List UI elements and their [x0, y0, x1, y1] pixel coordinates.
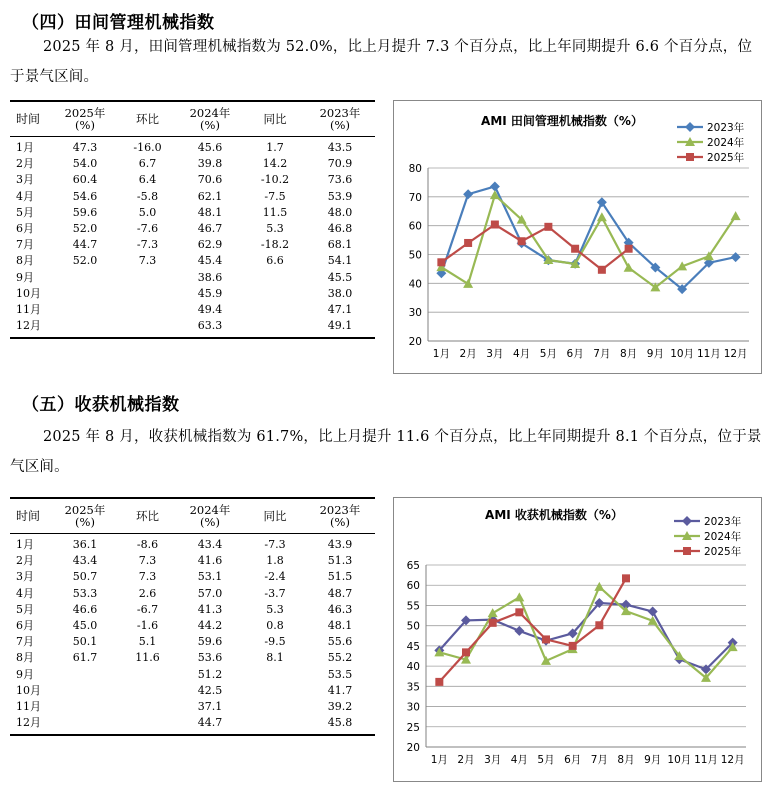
data-point	[542, 635, 550, 643]
table-cell: 8月	[16, 651, 34, 665]
table-cell: 3月	[16, 173, 34, 187]
y-tick-label: 35	[406, 681, 420, 694]
table-row	[10, 156, 375, 172]
table-cell: 42.5	[197, 683, 223, 697]
table-cell: 37.1	[197, 699, 223, 713]
table-cell: 1月	[16, 141, 34, 155]
table-row	[10, 286, 375, 302]
legend-label: 2024年	[707, 137, 745, 149]
table-row	[10, 650, 375, 666]
data-point	[598, 266, 606, 274]
table-cell: 4月	[16, 586, 34, 600]
table-cell: -7.6	[136, 222, 159, 236]
table-row	[10, 699, 375, 715]
table-header-cell: 环比	[136, 112, 159, 126]
table-cell: 51.2	[197, 667, 223, 681]
table-cell: 45.8	[327, 716, 353, 730]
data-point	[514, 592, 524, 601]
table-row	[10, 715, 375, 731]
table-header-cell: 2025年 (%)	[64, 503, 106, 529]
data-point	[489, 619, 497, 627]
table-cell: -6.7	[136, 602, 159, 616]
x-tick-label: 8月	[620, 348, 638, 360]
table-cell: 59.6	[72, 205, 98, 219]
table-cell: 10月	[16, 286, 41, 300]
data-point	[622, 574, 630, 582]
table-cell: 45.5	[327, 270, 353, 284]
table-row	[10, 586, 375, 602]
table-cell: 46.6	[72, 602, 98, 616]
x-tick-label: 11月	[694, 754, 718, 766]
x-tick-label: 3月	[484, 754, 502, 766]
table-cell: -8.6	[136, 538, 159, 552]
table-cell: 48.1	[327, 619, 353, 633]
table-cell: 70.9	[327, 157, 353, 171]
table-cell: 7月	[16, 238, 34, 252]
legend-label: 2023年	[704, 516, 742, 528]
table-cell: -9.5	[264, 635, 286, 649]
table-cell: 4月	[16, 189, 34, 203]
data-point	[571, 245, 579, 253]
harvest-table	[10, 497, 375, 736]
x-tick-label: 7月	[593, 348, 611, 360]
table-row	[10, 205, 375, 221]
x-tick-label: 8月	[617, 754, 635, 766]
legend-marker	[682, 516, 692, 526]
table-header-cell: 2023年 (%)	[319, 503, 361, 529]
data-point	[648, 607, 658, 617]
series-line	[441, 186, 735, 289]
x-tick-label: 7月	[590, 754, 608, 766]
legend-label: 2025年	[704, 546, 742, 558]
x-tick-label: 1月	[430, 754, 448, 766]
chart-title: AMI 收获机械指数（%）	[485, 508, 623, 522]
table-cell: 46.3	[327, 602, 353, 616]
table-cell: 5月	[16, 205, 34, 219]
table-cell: 44.7	[197, 716, 223, 730]
table-cell: 38.0	[327, 286, 353, 300]
y-tick-label: 25	[406, 721, 420, 734]
table-header-cell: 2025年 (%)	[64, 106, 106, 132]
data-point	[625, 245, 633, 253]
table-cell: 6月	[16, 222, 34, 236]
table-cell: 43.4	[72, 554, 98, 568]
table-cell: 45.9	[197, 286, 223, 300]
table-row	[10, 253, 375, 269]
y-tick-label: 60	[406, 580, 420, 593]
harvest-chart-svg	[394, 498, 761, 781]
table-row	[10, 172, 375, 188]
legend-marker	[683, 547, 691, 555]
table-header-cell: 时间	[16, 112, 41, 126]
table-cell: 5.0	[138, 205, 157, 219]
table-cell: 44.7	[72, 238, 98, 252]
table-cell: 11月	[16, 699, 41, 713]
data-point	[437, 258, 445, 266]
table-cell: 48.1	[197, 205, 223, 219]
table-cell: 53.1	[197, 570, 223, 584]
table-cell: 57.0	[197, 586, 223, 600]
table-cell: 1.7	[266, 141, 284, 155]
y-tick-label: 20	[406, 742, 420, 754]
table-cell: 62.9	[197, 238, 223, 252]
table-cell: 45.0	[72, 619, 98, 633]
field-management-table	[10, 100, 375, 339]
table-cell: 49.4	[197, 302, 223, 316]
table-cell: 54.0	[72, 157, 98, 171]
table-cell: -18.2	[260, 238, 290, 252]
table-cell: 5.3	[266, 602, 284, 616]
table-row	[10, 553, 375, 569]
table-header-cell: 环比	[136, 509, 159, 523]
table-cell: 62.1	[197, 189, 223, 203]
table-row	[10, 270, 375, 286]
data-point	[514, 626, 524, 636]
table-cell: 44.2	[197, 619, 223, 633]
table-cell: 5.1	[138, 635, 157, 649]
y-tick-label: 50	[408, 249, 422, 262]
legend-label: 2023年	[707, 122, 745, 134]
table-row	[10, 667, 375, 683]
table-row	[10, 318, 375, 334]
table-cell: 11月	[16, 302, 41, 316]
table-cell: -7.3	[264, 538, 286, 552]
table-cell: 7.3	[138, 254, 157, 268]
table-row	[10, 602, 375, 618]
chart-title: AMI 田间管理机械指数（%）	[481, 114, 643, 128]
table-cell: 8.1	[266, 651, 284, 665]
harvest-chart	[393, 497, 762, 782]
table-cell: 73.6	[327, 173, 353, 187]
table-cell: 53.6	[197, 651, 223, 665]
table-row	[10, 237, 375, 253]
table-cell: 61.7	[72, 651, 98, 665]
table-cell: 11.5	[262, 205, 288, 219]
table-cell: 54.6	[72, 189, 98, 203]
x-tick-label: 4月	[510, 754, 528, 766]
data-point	[488, 608, 498, 617]
section-5-heading: （五）收获机械指数	[22, 395, 180, 415]
table-cell: 7.3	[138, 554, 157, 568]
x-tick-label: 6月	[566, 348, 584, 360]
y-tick-label: 70	[408, 191, 422, 204]
table-cell: -5.8	[136, 189, 159, 203]
data-point	[595, 621, 603, 629]
table-header-cell: 2024年 (%)	[189, 106, 231, 132]
table-cell: 49.1	[327, 319, 353, 333]
table-cell: 41.3	[197, 602, 223, 616]
x-tick-label: 5月	[539, 348, 557, 360]
y-tick-label: 30	[408, 307, 422, 320]
table-cell: -2.4	[264, 570, 286, 584]
data-point	[594, 582, 604, 591]
table-cell: 1.8	[266, 554, 284, 568]
table-cell: 45.6	[197, 141, 223, 155]
y-tick-label: 20	[408, 336, 422, 348]
table-cell: 68.1	[327, 238, 353, 252]
table-cell: 5月	[16, 602, 34, 616]
legend-label: 2024年	[704, 531, 742, 543]
table-cell: 7.3	[138, 570, 157, 584]
data-point	[491, 221, 499, 229]
x-tick-label: 11月	[696, 348, 721, 360]
table-row	[10, 221, 375, 237]
table-cell: 2.6	[138, 586, 157, 600]
legend-entry	[677, 151, 745, 164]
table-row	[10, 683, 375, 699]
table-cell: 46.8	[327, 222, 353, 236]
table-cell: 41.6	[197, 554, 223, 568]
table-header-cell: 同比	[263, 509, 287, 523]
table-header-cell: 2024年 (%)	[189, 503, 231, 529]
y-tick-label: 60	[408, 220, 422, 233]
table-cell: 6月	[16, 619, 34, 633]
y-tick-label: 40	[408, 278, 422, 291]
table-cell: 47.1	[327, 302, 353, 316]
table-cell: 43.5	[327, 141, 353, 155]
table-cell: 9月	[16, 270, 34, 284]
table-cell: 2月	[16, 554, 34, 568]
series-2024年	[434, 582, 737, 682]
section-4-paragraph: 2025 年 8 月，田间管理机械指数为 52.0%，比上月提升 7.3 个百分点，比上年同期提升 6.6 个百分点，位于景气区间。	[10, 39, 753, 85]
x-tick-label: 12月	[720, 754, 745, 766]
x-tick-label: 10月	[670, 348, 695, 360]
y-tick-label: 55	[406, 600, 420, 613]
table-cell: 52.0	[72, 222, 98, 236]
table-cell: 0.8	[266, 619, 284, 633]
table-row	[10, 569, 375, 585]
x-tick-label: 9月	[646, 348, 664, 360]
y-tick-label: 65	[406, 560, 420, 572]
legend-entry	[674, 515, 742, 528]
table-row	[10, 189, 375, 205]
table-cell: 48.7	[327, 586, 353, 600]
table-cell: 55.6	[327, 635, 353, 649]
table-cell: 7月	[16, 635, 34, 649]
y-tick-label: 30	[406, 701, 420, 714]
table-cell: -3.7	[264, 586, 286, 600]
table-cell: 43.9	[327, 538, 353, 552]
x-tick-label: 1月	[432, 348, 450, 360]
table-header-row	[10, 102, 375, 137]
data-point	[544, 223, 552, 231]
data-point	[569, 642, 577, 650]
data-point	[518, 237, 526, 245]
table-cell: 51.3	[327, 554, 353, 568]
x-tick-label: 12月	[723, 348, 748, 360]
table-cell: 39.8	[197, 157, 223, 171]
table-cell: 6.6	[266, 254, 284, 268]
table-cell: 53.5	[327, 667, 353, 681]
field-management-chart-svg	[394, 101, 761, 373]
table-header-cell: 时间	[16, 509, 41, 523]
table-cell: 53.9	[327, 189, 353, 203]
x-tick-label: 3月	[486, 348, 504, 360]
data-point	[597, 212, 607, 221]
data-point	[515, 608, 523, 616]
field-management-chart	[393, 100, 762, 374]
table-cell: 63.3	[197, 319, 223, 333]
table-cell: 50.1	[72, 635, 98, 649]
table-cell: 5.3	[266, 222, 284, 236]
legend-marker	[685, 122, 695, 132]
x-tick-label: 2月	[459, 348, 477, 360]
table-cell: 12月	[16, 716, 41, 730]
x-tick-label: 2月	[457, 754, 475, 766]
x-tick-label: 10月	[667, 754, 692, 766]
table-cell: -7.5	[264, 189, 286, 203]
table-header-row	[10, 499, 375, 534]
table-cell: 39.2	[327, 699, 353, 713]
table-cell: -10.2	[260, 173, 290, 187]
legend-entry	[674, 530, 742, 543]
y-tick-label: 50	[406, 620, 420, 633]
table-cell: 41.7	[327, 683, 353, 697]
y-tick-label: 40	[406, 661, 420, 674]
table-cell: 6.4	[138, 173, 157, 187]
data-point	[463, 189, 473, 199]
table-cell: -7.3	[136, 238, 159, 252]
table-cell: 3月	[16, 570, 34, 584]
table-cell: 11.6	[135, 651, 160, 665]
data-point	[464, 239, 472, 247]
table-cell: 55.2	[327, 651, 353, 665]
x-tick-label: 9月	[644, 754, 662, 766]
table-cell: 59.6	[197, 635, 223, 649]
table-header-cell: 2023年 (%)	[319, 106, 361, 132]
data-point	[435, 678, 443, 686]
x-tick-label: 4月	[513, 348, 531, 360]
table-cell: 36.1	[72, 538, 98, 552]
data-point	[462, 648, 470, 656]
data-point	[434, 647, 444, 656]
section-5-paragraph: 2025 年 8 月，收获机械指数为 61.7%，比上月提升 11.6 个百分点，比上年同期提升 8.1 个百分点，位于景气区间。	[10, 429, 762, 475]
table-cell: 54.1	[327, 254, 353, 268]
table-header-cell: 同比	[263, 112, 287, 126]
data-point	[731, 252, 741, 262]
table-cell: -16.0	[133, 141, 162, 155]
table-cell: 48.0	[327, 205, 353, 219]
data-point	[624, 263, 634, 272]
data-point	[731, 211, 741, 220]
table-row	[10, 302, 375, 318]
table-cell: 10月	[16, 683, 41, 697]
series-line	[441, 225, 628, 270]
table-row	[10, 140, 375, 156]
table-row	[10, 618, 375, 634]
x-tick-label: 6月	[564, 754, 582, 766]
table-cell: 14.2	[262, 157, 288, 171]
table-cell: 52.0	[72, 254, 98, 268]
table-cell: 50.7	[72, 570, 98, 584]
legend-entry	[677, 121, 745, 134]
legend-entry	[677, 136, 745, 149]
table-cell: 45.4	[197, 254, 223, 268]
table-cell: 60.4	[72, 173, 98, 187]
y-tick-label: 45	[406, 640, 420, 653]
legend-marker	[686, 153, 694, 161]
section-4-heading: （四）田间管理机械指数	[22, 13, 215, 33]
table-cell: 6.7	[138, 157, 157, 171]
table-cell: 12月	[16, 319, 41, 333]
table-cell: 70.6	[197, 173, 223, 187]
table-row	[10, 537, 375, 553]
table-cell: 8月	[16, 254, 34, 268]
table-cell: 47.3	[72, 141, 98, 155]
y-tick-label: 80	[408, 163, 422, 175]
series-2025年	[437, 221, 632, 274]
table-row	[10, 634, 375, 650]
table-cell: 53.3	[72, 586, 98, 600]
table-cell: 38.6	[197, 270, 223, 284]
table-cell: 46.7	[197, 222, 223, 236]
table-cell: 43.4	[197, 538, 223, 552]
legend-label: 2025年	[707, 152, 745, 164]
table-cell: 1月	[16, 538, 34, 552]
table-cell: 2月	[16, 157, 34, 171]
table-cell: 9月	[16, 667, 34, 681]
legend-entry	[674, 545, 742, 558]
data-point	[490, 181, 500, 191]
series-line	[441, 195, 735, 287]
table-cell: -1.6	[136, 619, 159, 633]
table-cell: 51.5	[327, 570, 353, 584]
x-tick-label: 5月	[537, 754, 555, 766]
